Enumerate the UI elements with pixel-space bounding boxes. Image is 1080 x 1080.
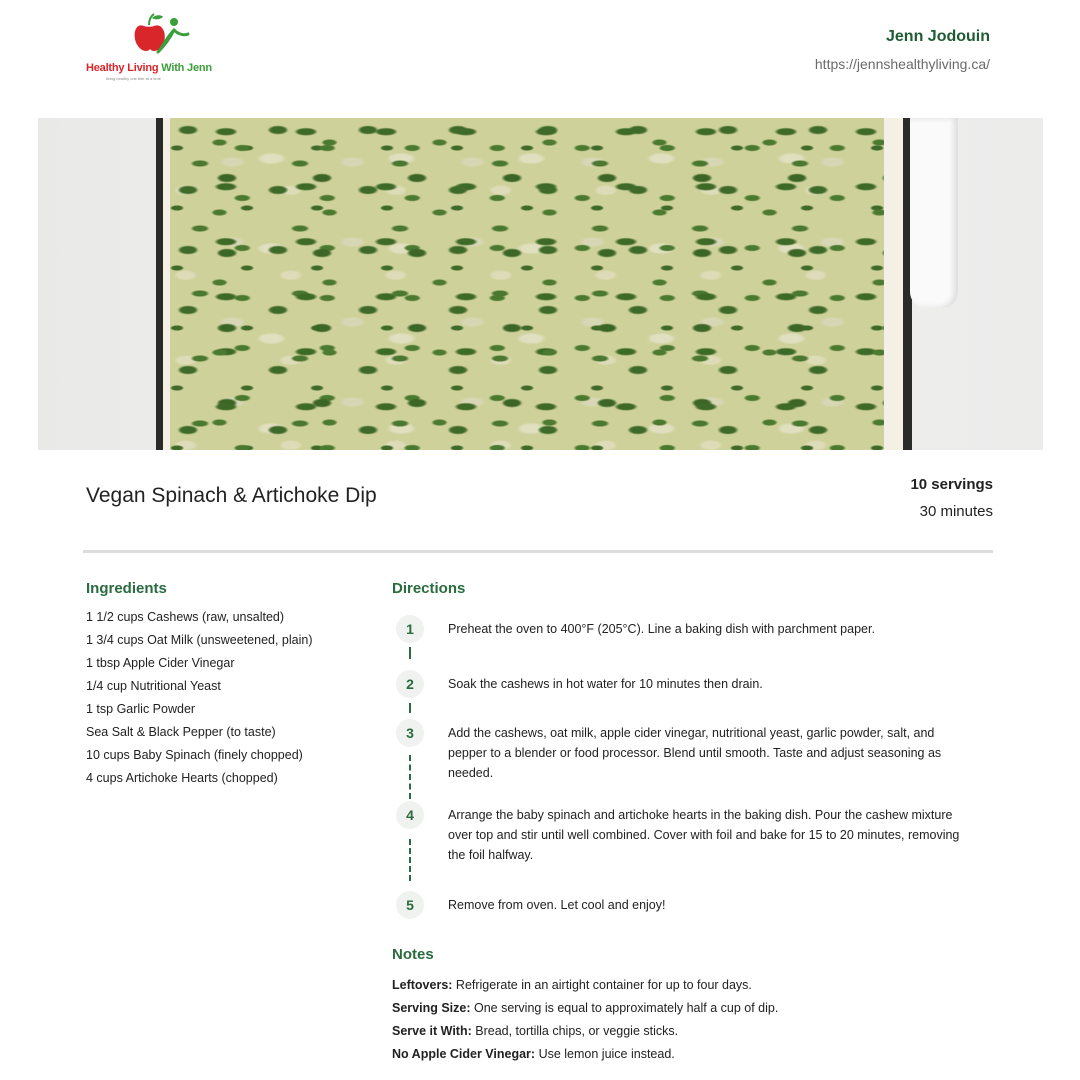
step-number: 4 — [396, 801, 424, 829]
note-text: One serving is equal to approximately half a cup of dip. — [470, 1001, 779, 1015]
brand-tagline: living healthy one bite at a time — [106, 76, 161, 81]
step-connector — [409, 647, 411, 659]
note-label: No Apple Cider Vinegar: — [392, 1047, 536, 1061]
step-number: 5 — [396, 891, 424, 919]
ingredients-title: Ingredients — [86, 580, 167, 597]
step-text: Preheat the oven to 400°F (205°C). Line a baking dish with parchment paper. — [448, 622, 875, 636]
ingredient-item: 1 tsp Garlic Powder — [86, 702, 196, 716]
step-text: Soak the cashews in hot water for 10 minutes then drain. — [448, 677, 763, 691]
recipe-photo — [38, 118, 1043, 450]
recipe-meta — [910, 476, 993, 520]
note-item — [392, 1046, 992, 1062]
step-connector — [409, 755, 411, 799]
recipe-title: Vegan Spinach & Artichoke Dip — [86, 484, 377, 507]
ingredient-item: 1 1/2 cups Cashews (raw, unsalted) — [86, 610, 285, 624]
step-number: 1 — [396, 615, 424, 643]
ingredients-section — [86, 580, 346, 793]
note-item — [392, 977, 992, 993]
note-item — [392, 1000, 992, 1016]
apple-person-logo-icon — [130, 12, 190, 60]
ingredient-item: 1 tbsp Apple Cider Vinegar — [86, 656, 235, 670]
total-time: 30 minutes — [919, 503, 993, 520]
brand-logo[interactable] — [84, 12, 234, 82]
step-number: 2 — [396, 670, 424, 698]
note-item — [392, 1023, 992, 1039]
note-text: Refrigerate in an airtight container for up to four days. — [452, 978, 752, 992]
notes-section — [392, 946, 992, 1069]
note-label: Serve it With: — [392, 1024, 472, 1038]
step-number: 3 — [396, 719, 424, 747]
dip-surface — [170, 118, 884, 450]
note-text: Bread, tortilla chips, or veggie sticks. — [471, 1024, 679, 1038]
author-url[interactable]: https://jennshealthyliving.ca/ — [814, 56, 990, 72]
brand-name: Healthy Living With Jenn — [86, 62, 212, 74]
ingredient-item: 4 cups Artichoke Hearts (chopped) — [86, 771, 278, 785]
ingredient-item: Sea Salt & Black Pepper (to taste) — [86, 725, 276, 739]
ingredients-list — [86, 609, 346, 786]
notes-title: Notes — [392, 946, 434, 963]
notes-list — [392, 977, 992, 1062]
step-connector — [409, 839, 411, 881]
note-label: Leftovers: — [392, 978, 453, 992]
step-text: Arrange the baby spinach and artichoke hearts in the baking dish. Pour the cashew mixture over top and stir until well combined. Cover with foil and bake for 15 to 20 minutes, removing the foil halfway. — [448, 808, 960, 862]
note-text: Use lemon juice instead. — [535, 1047, 675, 1061]
step-connector — [409, 703, 411, 713]
step-text: Add the cashews, oat milk, apple cider vinegar, nutritional yeast, garlic powder, salt, and pepper to a blender or food processor. Blend until smooth. Taste and adjust seasoning as needed. — [448, 726, 942, 780]
directions-title: Directions — [392, 580, 466, 597]
author-name: Jenn Jodouin — [886, 28, 990, 45]
section-divider — [83, 550, 993, 553]
directions-section — [392, 580, 992, 913]
servings: 10 servings — [910, 476, 993, 493]
ingredient-item: 1 3/4 cups Oat Milk (unsweetened, plain) — [86, 633, 313, 647]
ingredient-item: 1/4 cup Nutritional Yeast — [86, 679, 221, 693]
step-text: Remove from oven. Let cool and enjoy! — [448, 898, 666, 912]
ingredient-item: 10 cups Baby Spinach (finely chopped) — [86, 748, 303, 762]
kitchen-towel — [910, 118, 958, 308]
author-block — [815, 28, 990, 72]
note-label: Serving Size: — [392, 1001, 471, 1015]
